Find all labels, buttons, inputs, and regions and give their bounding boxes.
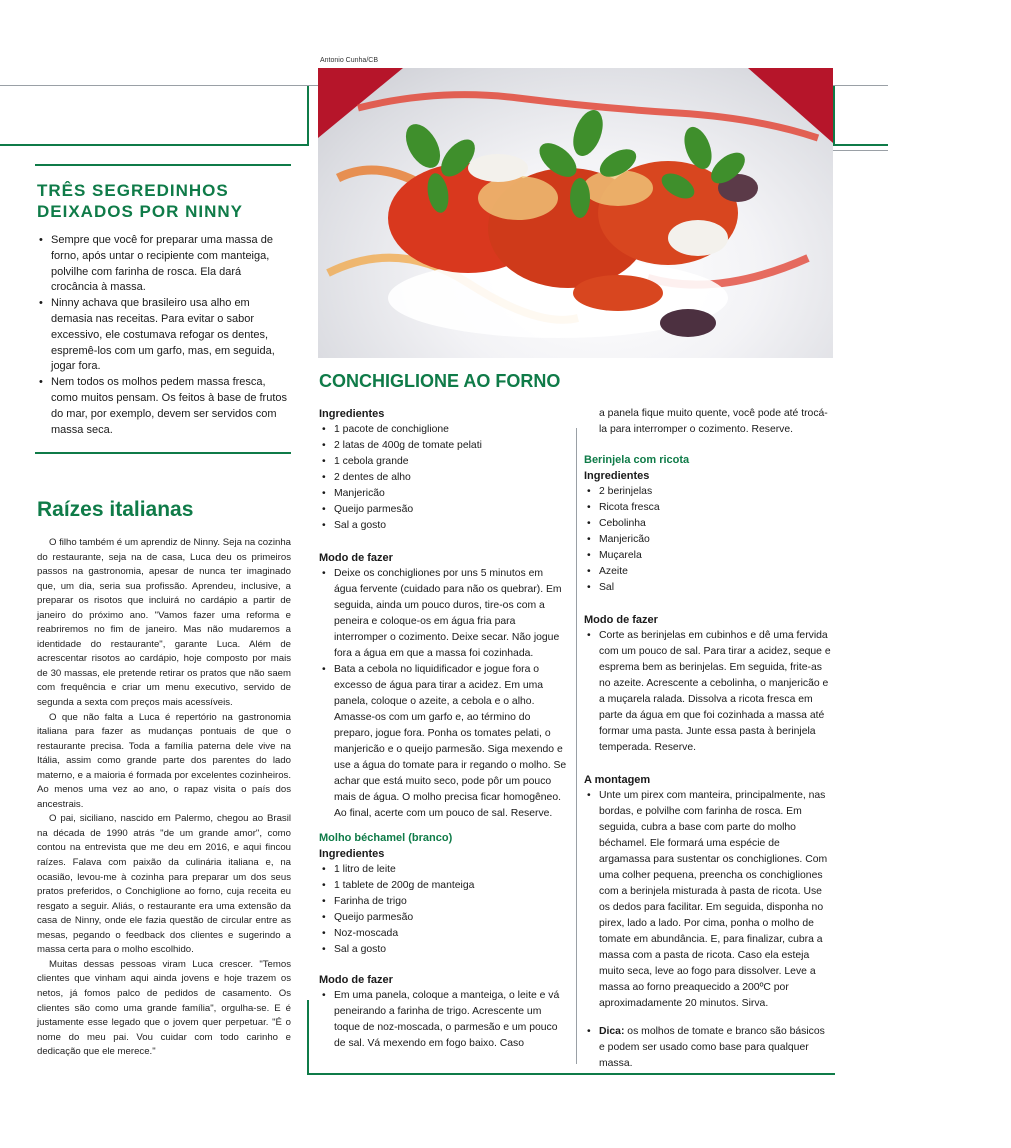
tip-list xyxy=(584,1024,833,1072)
green-divider-right xyxy=(833,144,888,146)
recipe-column-divider xyxy=(576,428,577,1064)
eggplant-method-list xyxy=(584,628,833,756)
bechamel-method-continued: a panela fique muito quente, você pode até trocá-la para interromper o cozimento. Reserve. xyxy=(599,408,828,435)
thin-divider-right xyxy=(833,150,888,151)
ingredients-list xyxy=(319,422,569,534)
ingredient-item: • 2 dentes de alho xyxy=(319,470,569,486)
top-divider-right xyxy=(833,85,888,86)
ingredient-item: • Azeite xyxy=(584,564,833,580)
sidebar-top-rule xyxy=(35,164,291,166)
method-heading: Modo de fazer xyxy=(319,552,393,564)
method-list xyxy=(319,566,569,822)
assembly-heading: A montagem xyxy=(584,774,651,786)
tip-item xyxy=(584,1024,833,1072)
sidebar-tips xyxy=(37,233,287,438)
method-step: • Bata a cebola no liquidificador e jogue fora o excesso de água para tirar a acidez. Em uma panela, coloque o azeite, a cebola e o alho. Amasse-os com um garfo e, ao término do preparo, jogue fora. Ponha os tomates pelati, o manjericão e o queijo parmesão. Siga mexendo e use a água do tomate para ir regando o molho. Se achar que está muito seco, pode pôr um pouco mais de água. O molho precisa ficar homogêneo. Ao final, acerte com um pouco de sal. Reserve. xyxy=(319,662,569,822)
ingredients-heading: Ingredientes xyxy=(319,408,385,420)
recipe-bottom-rule xyxy=(307,1073,835,1075)
ingredient-item: • Manjericão xyxy=(584,532,833,548)
eggplant-method-heading: Modo de fazer xyxy=(584,614,658,626)
ingredient-item: • Sal a gosto xyxy=(319,518,569,534)
ingredient-item: • Sal xyxy=(584,580,833,596)
ingredient-item: • Ricota fresca xyxy=(584,500,833,516)
ingredient-item: • 2 latas de 400g de tomate pelati xyxy=(319,438,569,454)
sidebar-tip: • Sempre que você for preparar uma massa de forno, após untar o recipiente com manteiga, polvilhe com farinha de rosca. Ela dará crocância à massa. xyxy=(37,233,287,296)
ingredient-item: • 1 litro de leite xyxy=(319,862,569,878)
recipe-column-left xyxy=(319,406,569,1052)
ingredient-item: • 1 cebola grande xyxy=(319,454,569,470)
ingredient-item: • 2 berinjelas xyxy=(584,484,833,500)
sidebar-bottom-rule xyxy=(35,452,291,454)
tip-label: Dica: xyxy=(599,1026,625,1037)
article-paragraph: O filho também é um aprendiz de Ninny. Seja na cozinha do restaurante, seja na de casa, Luca deu os primeiros passos na gastronomia, apesar de nunca ter imaginado que, um dia, seria sua profissão. Aprendeu, inclusive, a preparar os risotos que incluirá no cardápio a partir de janeiro do próximo ano. "Vamos fazer uma reforma e reabriremos no fim de janeiro. Mas não mudaremos a identidade do restaurante", garante Luca. Além de acrescentar risotos ao cardápio, hoje composto por mais de 30 massas, ele pretende retirar os pratos que não saem com frequência e criar um menu executivo, servido de segunda a sexta com preços mais acessíveis. xyxy=(37,537,291,709)
article-title: Raízes italianas xyxy=(37,498,194,521)
article-body xyxy=(37,536,291,1060)
sidebar-tip: • Ninny achava que brasileiro usa alho em demasia nas receitas. Para evitar o sabor excessivo, ele costumava refogar os dentes, espremê-los com um garfo, mas, em seguida, jogar fora. xyxy=(37,296,287,375)
assembly-list xyxy=(584,788,833,1012)
ingredient-item: • Cebolinha xyxy=(584,516,833,532)
bechamel-method-list xyxy=(319,988,569,1052)
ingredient-item: • Queijo parmesão xyxy=(319,502,569,518)
ingredient-item: • Queijo parmesão xyxy=(319,910,569,926)
method-step: • Em uma panela, coloque a manteiga, o leite e vá peneirando a farinha de trigo. Acrescente um toque de noz-moscada, o parmesão e um pouco de sal. Vá mexendo em fogo baixo. Caso xyxy=(319,988,569,1052)
ingredient-item: • 1 pacote de conchiglione xyxy=(319,422,569,438)
article-paragraph: O que não falta a Luca é repertório na gastronomia italiana para fazer as mudanças pontuais de que o restaurante precisa. Toda a família paterna dele vive na Itália, assim como grande parte dos parentes do lado materno, e a maioria é formada por excelentes cozinheiros. Ao menos uma vez ao ano, o rapaz visita o país dos ancestrais. xyxy=(37,711,291,810)
sidebar-title: TRÊS SEGREDINHOS DEIXADOS POR NINNY xyxy=(37,181,243,221)
eggplant-ingredients-list xyxy=(584,484,833,596)
eggplant-title: Berinjela com ricota xyxy=(584,454,690,466)
recipe-title: CONCHIGLIONE AO FORNO xyxy=(319,371,561,391)
vertical-rule-right xyxy=(833,86,835,146)
ingredient-item: • 1 tablete de 200g de manteiga xyxy=(319,878,569,894)
article-paragraph: O pai, siciliano, nascido em Palermo, chegou ao Brasil na década de 1990 atrás "de um grande amor", como contou na entrevista que me deu em 2016, e aqui fincou raízes. Falava com paixão da culinária italiana e, na ocasião, levou-me à cozinha para preparar um dos seus pratos preferidos, o Conchiglione ao forno, cuja receita eu resgato a seguir. Aliás, o restaurante era uma extensão da casa de Ninny, onde ele fazia questão de circular entre as mesas, pegando o feedback dos clientes e sugerindo a massa certa para o molho escolhido. xyxy=(37,813,291,956)
green-divider-left xyxy=(0,144,309,146)
ingredient-item: • Noz-moscada xyxy=(319,926,569,942)
bechamel-title: Molho béchamel (branco) xyxy=(319,832,453,844)
ingredient-item: • Manjericão xyxy=(319,486,569,502)
bechamel-method-heading: Modo de fazer xyxy=(319,974,393,986)
recipe-column-right xyxy=(584,406,833,1072)
eggplant-ingredients-heading: Ingredientes xyxy=(584,470,650,482)
top-divider-left xyxy=(0,85,318,86)
method-step: • Deixe os conchigliones por uns 5 minutos em água fervente (cuidado para não os quebrar). Em seguida, ainda um pouco duros, tire-os com a peneira e coloque-os em água fria para interromper o cozimento. Deixe secar. Não jogue fora a água em que a massa foi cozinhada. xyxy=(319,566,569,662)
dish-photo xyxy=(318,68,833,358)
recipe-vertical-rule xyxy=(307,1000,309,1075)
bechamel-ingredients-list xyxy=(319,862,569,958)
assembly-step: • Unte um pirex com manteira, principalmente, nas bordas, e polvilhe com farinha de rosca. Em seguida, cubra a base com parte do molho béchamel. Ele formará uma espécie de argamassa para sustentar os conchigliones. Com uma colher pequena, preencha os conchigliones com a berinjela misturada à pasta de ricota. Use os dedos para facilitar. Em seguida, disponha no pirex, lado a lado. Por cima, ponha o molho de tomate em abundância. E, para finalizar, cubra a massa com a pasta de ricota. Caso ela esteja muito seca, leve ao fogo para dissolver. Leve a massa ao forno preaquecido a 200ºC por aproximadamente 20 minutos. Sirva. xyxy=(584,788,833,1012)
vertical-rule-left xyxy=(307,86,309,146)
photo-credit: Antonio Cunha/CB xyxy=(320,57,378,64)
ingredient-item: • Sal a gosto xyxy=(319,942,569,958)
method-step: • Corte as berinjelas em cubinhos e dê uma fervida com um pouco de sal. Para tirar a acidez, seque e esprema bem as berinjelas. Em seguida, frite-as no azeite. Acrescente a cebolinha, o manjericão e a muçarela ralada. Dissolva a ricota fresca em parte da água em que foi cozinhada a massa até formar uma pasta. Junte essa pasta à berinjela temperada. Reserve. xyxy=(584,628,833,756)
ingredient-item: • Muçarela xyxy=(584,548,833,564)
tip-text: os molhos de tomate e branco são básicos e podem ser usado como base para qualquer massa. xyxy=(599,1026,825,1069)
bechamel-ingredients-heading: Ingredientes xyxy=(319,848,385,860)
article-paragraph: Muitas dessas pessoas viram Luca crescer. "Temos clientes que vinham aqui ainda jovens e hoje trazem os netos, já fomos palco de pedidos de casamento. Os clientes são como uma grande família", orgulha-se. E é justamente esse legado que o jovem quer perpetuar. "É o nome do meu pai. Vou cuidar com todo carinho e dedicação que ele merece." xyxy=(37,958,291,1058)
sidebar-tip: • Nem todos os molhos pedem massa fresca, como muitos pensam. Os feitos à base de frutos do mar, por exemplo, devem ser servidos com massa seca. xyxy=(37,375,287,438)
ingredient-item: • Farinha de trigo xyxy=(319,894,569,910)
